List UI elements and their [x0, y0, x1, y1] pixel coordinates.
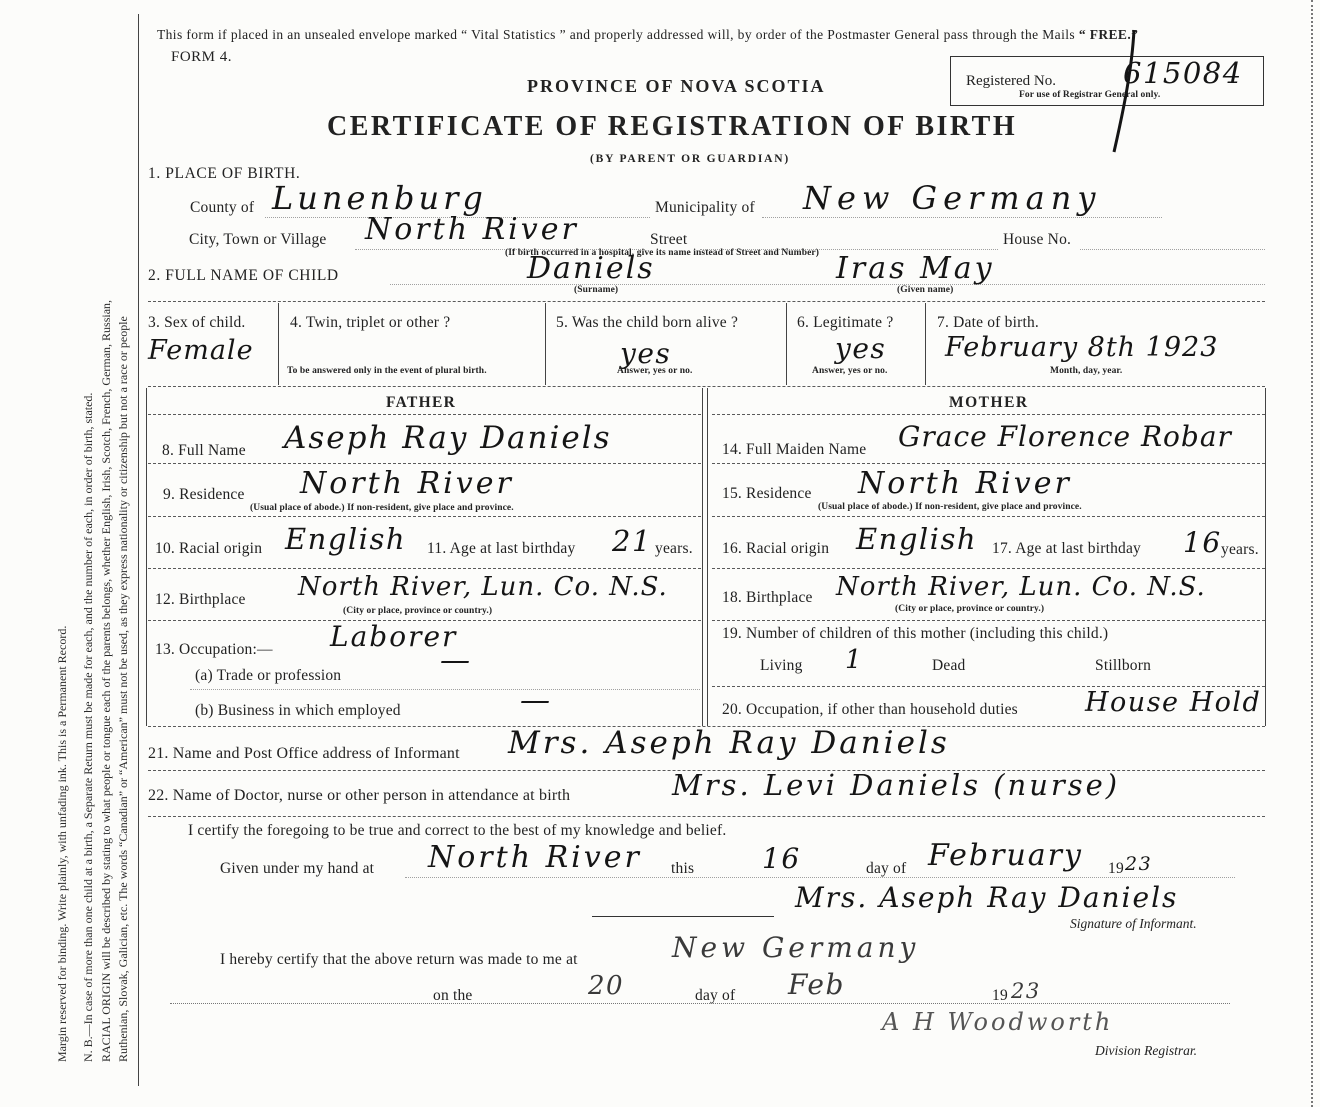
ink-stroke [1104, 28, 1144, 156]
mother-racial-label: 16. Racial origin [722, 540, 830, 557]
father-birthplace-label: 12. Birthplace [155, 591, 246, 608]
registrar-place: New Germany [672, 931, 920, 964]
father-business-value: — [520, 683, 552, 718]
racial-origin-note-1: RACIAL ORIGIN will be described by stating to what people or tongue each of the parents belongs, whether English, Irish, Scotch, French, German, Russian, [99, 299, 113, 1062]
row-divider [148, 414, 701, 415]
province-heading: PROVINCE OF NOVA SCOTIA [527, 76, 826, 96]
mother-age-label: 17. Age at last birthday [992, 540, 1142, 557]
this-label: this [671, 860, 695, 877]
section-divider [148, 816, 1265, 817]
mother-residence-label: 15. Residence [722, 485, 812, 502]
father-trade-value: — [440, 643, 472, 678]
street-label: Street [650, 231, 688, 248]
born-alive-note: Answer, yes or no. [617, 366, 693, 376]
mother-age-unit: years. [1221, 541, 1259, 558]
cell-divider [786, 303, 787, 385]
mother-occupation-value: House Hold [1085, 687, 1262, 718]
given-name-caption: (Given name) [897, 285, 954, 295]
father-name-value: Aseph Ray Daniels [284, 420, 612, 456]
child-given-name: Iras May [836, 251, 995, 286]
stillborn-label: Stillborn [1095, 657, 1152, 674]
date-of-birth-note: Month, day, year. [1050, 366, 1123, 376]
living-value: 1 [845, 645, 864, 675]
cell-divider [925, 303, 926, 385]
cell-divider [545, 303, 546, 385]
living-label: Living [760, 657, 803, 674]
section-divider [148, 301, 1265, 302]
dead-label: Dead [932, 657, 966, 674]
mother-residence-note: (Usual place of abode.) If non-resident, give place and province. [818, 502, 1082, 512]
year-prefix: 19 [1108, 860, 1124, 877]
row-divider [148, 516, 701, 517]
certification-statement: I certify the foregoing to be true and correct to the best of my knowledge and belief. [188, 822, 727, 839]
county-label: County of [190, 199, 255, 216]
page-title: CERTIFICATE OF REGISTRATION OF BIRTH [327, 111, 1018, 142]
certification-year: 23 [1125, 853, 1153, 875]
postal-notice [157, 27, 1138, 43]
row-divider [190, 689, 700, 690]
mother-name-value: Grace Florence Robar [898, 420, 1232, 453]
registrar-year: 23 [1011, 979, 1041, 1003]
father-residence-label: 9. Residence [163, 486, 245, 503]
father-birthplace-value: North River, Lun. Co. N.S. [298, 572, 668, 602]
row-divider [712, 568, 1265, 569]
city-value: North River [365, 212, 579, 247]
registered-label: Registered No. [966, 73, 1056, 89]
county-value: Lunenburg [272, 179, 487, 217]
margin-rule [138, 14, 139, 1086]
legitimate-note: Answer, yes or no. [812, 366, 888, 376]
attendant-value: Mrs. Levi Daniels (nurse) [672, 768, 1121, 802]
row-divider [712, 414, 1265, 415]
house-number-line [1080, 249, 1265, 250]
sex-value: Female [148, 335, 254, 366]
mother-residence-value: North River [858, 466, 1072, 501]
row-divider [148, 463, 701, 464]
certification-day: 16 [762, 842, 801, 875]
postal-free-text: “ FREE.” [1078, 27, 1139, 42]
father-occupation-value: Laborer [330, 620, 458, 653]
section-divider [148, 386, 1265, 387]
father-birthplace-note: (City or place, province or country.) [343, 606, 493, 616]
on-the-label: on the [433, 987, 473, 1004]
child-name-line [390, 284, 1265, 285]
cell-divider [278, 303, 279, 385]
father-age-unit: years. [655, 540, 693, 557]
informant-signature-caption: Signature of Informant. [1070, 916, 1197, 931]
father-occupation-label: 13. Occupation:— [155, 641, 273, 658]
mother-birthplace-label: 18. Birthplace [722, 589, 813, 606]
mother-birthplace-value: North River, Lun. Co. N.S. [836, 572, 1206, 602]
registrar-day: 20 [588, 971, 625, 1001]
registered-number: 615084 [1123, 56, 1243, 90]
parents-right-border [1265, 388, 1266, 726]
mother-racial-value: English [856, 522, 978, 556]
certification-month: February [928, 838, 1083, 873]
racial-origin-note-2: Ruthenian, Slovak, Galician, etc. The words “Canadian” or “American” must not be used, as they express nationality or citizenship but not a race or people [116, 316, 130, 1062]
father-name-label: 8. Full Name [162, 442, 246, 459]
plural-birth-label: 4. Twin, triplet or other ? [290, 314, 451, 331]
father-age-label: 11. Age at last birthday [427, 540, 576, 557]
postal-notice-text: This form if placed in an unsealed envelope marked “ Vital Statistics ” and properly addressed will, by order of the Postmaster General pass through the Mails [157, 27, 1076, 42]
form-number: FORM 4. [171, 49, 233, 65]
informant-signature: Mrs. Aseph Ray Daniels [795, 881, 1179, 914]
mother-heading: MOTHER [949, 394, 1029, 411]
child-surname: Daniels [527, 251, 655, 286]
parents-left-border [146, 388, 147, 726]
mother-name-label: 14. Full Maiden Name [722, 441, 867, 458]
surname-caption: (Surname) [574, 285, 619, 295]
plural-birth-note: N. B.—In case of more than one child at a birth, a Separate Return must be made for each, and the number of each, in order of birth, stated. [81, 392, 95, 1062]
place-of-birth-heading: 1. PLACE OF BIRTH. [148, 165, 301, 182]
informant-value: Mrs. Aseph Ray Daniels [508, 725, 950, 761]
father-residence-note: (Usual place of abode.) If non-resident, give place and province. [250, 503, 514, 513]
child-name-label: 2. FULL NAME OF CHILD [148, 267, 339, 284]
father-racial-label: 10. Racial origin [155, 540, 263, 557]
registrar-line [170, 1003, 1230, 1004]
sex-label: 3. Sex of child. [148, 314, 246, 331]
row-divider [712, 516, 1265, 517]
municipality-line [762, 217, 1162, 218]
right-edge-perforation [1311, 0, 1313, 1107]
registrar-year-prefix: 19 [992, 987, 1008, 1004]
father-age-value: 21 [612, 524, 652, 558]
born-alive-label: 5. Was the child born alive ? [556, 314, 739, 331]
row-divider [712, 620, 1265, 621]
legitimate-label: 6. Legitimate ? [797, 314, 894, 331]
certification-place: North River [428, 840, 642, 875]
hospital-note: (If birth occurred in a hospital, give its name instead of Street and Number) [505, 248, 819, 258]
children-count-label: 19. Number of children of this mother (including this child.) [722, 625, 1109, 642]
row-divider [148, 568, 701, 569]
father-residence-value: North River [300, 466, 514, 501]
date-of-birth-value: February 8th 1923 [945, 332, 1219, 363]
binding-note: Margin reserved for binding. Write plainly, with unfading ink. This is a Permanent Record. [55, 625, 69, 1062]
date-of-birth-label: 7. Date of birth. [937, 314, 1039, 331]
registrar-month: Feb [788, 968, 845, 1001]
father-racial-value: English [285, 522, 407, 556]
registrar-signature: A H Woodworth [882, 1008, 1114, 1036]
city-label: City, Town or Village [189, 231, 327, 248]
attendant-label: 22. Name of Doctor, nurse or other person in attendance at birth [148, 787, 571, 804]
parents-center-rule [707, 388, 708, 726]
municipality-label: Municipality of [655, 199, 755, 216]
signature-rule [592, 916, 774, 917]
page-subtitle: (BY PARENT OR GUARDIAN) [590, 153, 790, 165]
registrar-statement: I hereby certify that the above return was made to me at [220, 951, 578, 968]
row-divider [712, 463, 1265, 464]
born-alive-value: yes [620, 337, 672, 370]
division-registrar-caption: Division Registrar. [1095, 1043, 1198, 1058]
mother-age-value: 16 [1183, 526, 1222, 559]
mother-occupation-label: 20. Occupation, if other than household duties [722, 701, 1018, 718]
parents-center-rule [702, 388, 703, 726]
registrar-day-of-label: day of [695, 987, 736, 1004]
registrar-general-note: For use of Registrar General only. [1019, 90, 1161, 100]
municipality-value: New Germany [803, 179, 1102, 217]
house-number-label: House No. [1003, 231, 1072, 248]
mother-birthplace-note: (City or place, province or country.) [895, 604, 1045, 614]
given-under-hand-label: Given under my hand at [220, 860, 375, 877]
father-business-label: (b) Business in which employed [195, 702, 401, 719]
informant-label: 21. Name and Post Office address of Informant [148, 745, 460, 762]
father-heading: FATHER [386, 394, 457, 411]
father-trade-label: (a) Trade or profession [195, 667, 342, 684]
plural-birth-note: To be answered only in the event of plural birth. [287, 366, 487, 376]
day-of-label: day of [866, 860, 907, 877]
legitimate-value: yes [835, 332, 887, 365]
